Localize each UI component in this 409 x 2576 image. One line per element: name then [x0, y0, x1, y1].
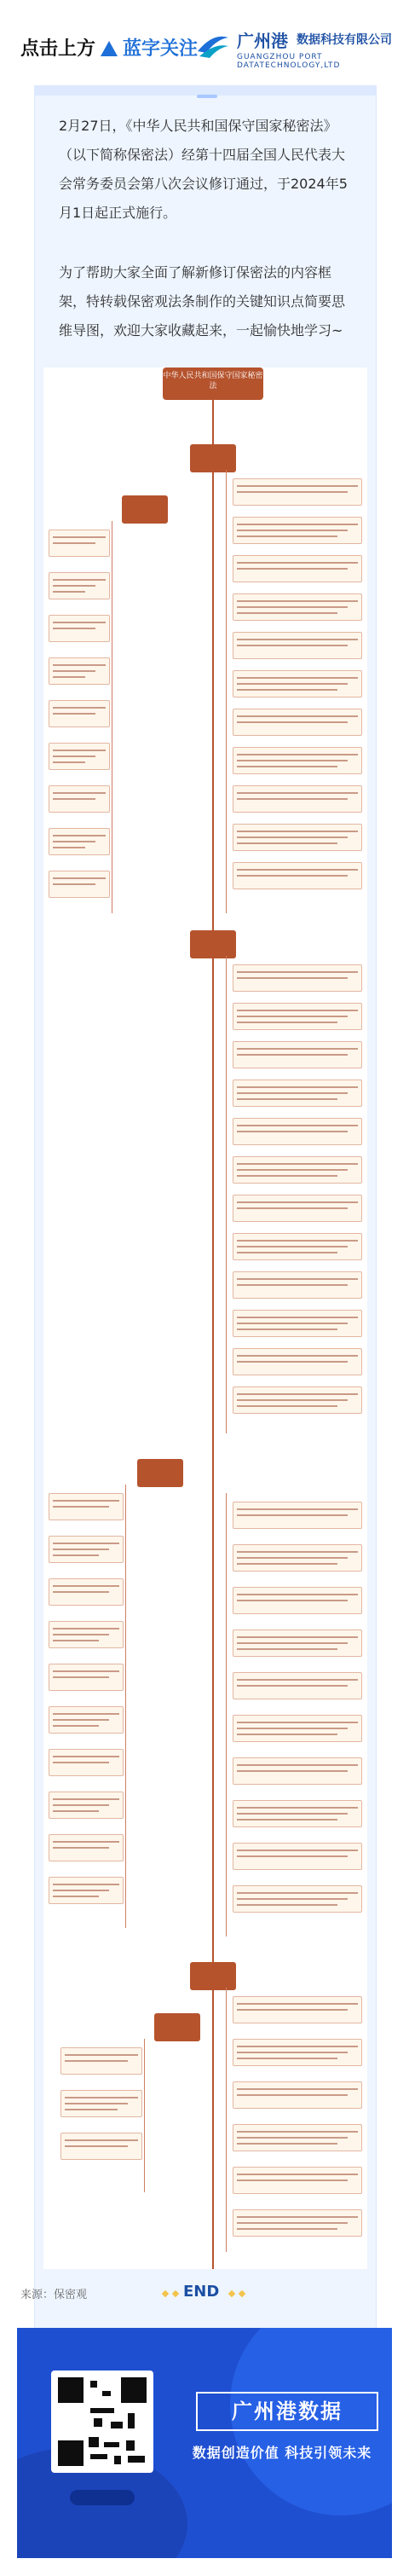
- mindmap-leaf: [233, 1348, 362, 1375]
- mindmap-connector: [144, 2039, 145, 2192]
- mindmap-leaf: [60, 2047, 142, 2075]
- intro-paragraph-1: 2月27日，《中华人民共和国保守国家秘密法》（以下简称保密法）经第十四届全国人民代表大会常务委员会第八次会议修订通过，于2024年5月1日起正式施行。: [59, 118, 348, 221]
- mindmap-leaf: [49, 1493, 124, 1520]
- mindmap-leaf: [49, 1834, 124, 1861]
- mindmap-connector: [226, 1493, 227, 1936]
- mindmap-leaf: [233, 517, 362, 544]
- mindmap-connector: [125, 1485, 126, 1928]
- mindmap-leaf: [233, 1386, 362, 1414]
- mindmap-leaf: [233, 2209, 362, 2237]
- mindmap-leaf: [233, 632, 362, 659]
- mindmap-leaf: [233, 1843, 362, 1870]
- mindmap-image: [43, 368, 367, 2269]
- mindmap-leaf: [233, 1233, 362, 1260]
- brand-name: 广州港: [237, 31, 288, 51]
- mindmap-root: 中华人民共和国保守国家秘密法: [163, 368, 263, 400]
- end-label: END: [183, 2283, 220, 2301]
- mindmap-leaf: [60, 2133, 142, 2160]
- mindmap-leaf: [49, 1536, 124, 1563]
- mindmap-leaf: [233, 747, 362, 774]
- diamond-icon: [172, 2290, 179, 2297]
- mindmap-leaf: [49, 1621, 124, 1648]
- mindmap-leaf: [233, 2124, 362, 2151]
- mindmap-chapter-node: [190, 1962, 236, 1990]
- intro-paragraph-2: 为了帮助大家全面了解新修订保密法的内容框架，特转载保密观法条制作的关键知识点简要思维导图，欢迎大家收藏起来，一起愉快地学习~: [59, 264, 346, 339]
- mindmap-leaf: [233, 1080, 362, 1107]
- mindmap-leaf: [233, 1630, 362, 1657]
- mindmap-leaf: [233, 709, 362, 736]
- mindmap-leaf: [233, 555, 362, 582]
- mindmap-leaf: [233, 478, 362, 506]
- mindmap-chapter-node: [154, 2013, 200, 2041]
- company-name: 数据科技有限公司: [297, 33, 392, 47]
- header: [0, 0, 409, 94]
- mindmap-chapter-node: [190, 930, 236, 958]
- mindmap-connector: [226, 470, 227, 913]
- mindmap-leaf: [233, 1715, 362, 1742]
- mindmap-leaf: [233, 1757, 362, 1785]
- mindmap-leaf: [233, 1502, 362, 1529]
- footer-banner: [17, 2328, 392, 2558]
- mindmap-leaf: [49, 530, 110, 557]
- footer-title: 广州港数据: [196, 2392, 378, 2431]
- mindmap-leaf: [49, 743, 110, 770]
- mindmap-leaf: [49, 572, 110, 599]
- mindmap-leaf: [49, 1877, 124, 1904]
- mindmap-leaf: [233, 1672, 362, 1699]
- mindmap-leaf: [233, 785, 362, 813]
- source-credit: 来源：保密观: [20, 2289, 88, 2301]
- mindmap-leaf: [49, 871, 110, 898]
- brand-english: GUANGZHOU PORT DATATECHNOLOGY,LTD: [237, 53, 341, 70]
- mindmap-leaf: [233, 593, 362, 621]
- mindmap-leaf: [233, 1271, 362, 1299]
- brand-block: [194, 22, 399, 75]
- mindmap-leaf: [233, 1587, 362, 1614]
- mindmap-leaf: [49, 1792, 124, 1819]
- mindmap-leaf: [49, 700, 110, 727]
- company-logo-icon: [194, 27, 232, 65]
- mindmap-leaf: [233, 1118, 362, 1145]
- mindmap-leaf: [233, 1195, 362, 1222]
- mindmap-leaf: [233, 2039, 362, 2066]
- cta-prefix: 点击上方: [20, 38, 96, 60]
- card-handle: [197, 95, 217, 98]
- mindmap-chapter-node: [190, 444, 236, 472]
- mindmap-leaf: [233, 824, 362, 851]
- mindmap-leaf: [233, 1800, 362, 1827]
- mindmap-leaf: [233, 1996, 362, 2023]
- cta-suffix: 蓝字关注: [123, 38, 199, 60]
- mindmap-leaf: [233, 670, 362, 698]
- mindmap-leaf: [49, 615, 110, 642]
- diamond-icon: [162, 2290, 169, 2297]
- qr-code[interactable]: [51, 2370, 153, 2473]
- mindmap-connector: [226, 956, 227, 1433]
- mindmap-leaf: [49, 1578, 124, 1606]
- mindmap-connector: [226, 1988, 227, 2252]
- mindmap-leaf: [233, 862, 362, 889]
- mindmap-chapter-node: [137, 1459, 183, 1487]
- arrow-up-icon: [101, 41, 118, 56]
- mindmap-leaf: [49, 1706, 124, 1734]
- mindmap-leaf: [233, 1310, 362, 1337]
- follow-prompt[interactable]: [20, 34, 198, 61]
- article-card: [34, 85, 377, 2475]
- mindmap-leaf: [233, 1003, 362, 1030]
- footer-tagline: 数据创造价值 科技引领未来: [192, 2445, 372, 2461]
- mindmap-leaf: [49, 828, 110, 855]
- mindmap-leaf: [49, 785, 110, 813]
- mindmap-leaf: [60, 2090, 142, 2117]
- diamond-icon: [239, 2290, 245, 2297]
- mindmap-leaf: [233, 1041, 362, 1068]
- mindmap-chapter-node: [122, 495, 168, 524]
- qr-hint-pill: [70, 2490, 135, 2505]
- mindmap-leaf: [233, 1544, 362, 1572]
- mindmap-leaf: [233, 964, 362, 992]
- mindmap-leaf: [49, 1664, 124, 1691]
- mindmap-leaf: [233, 1156, 362, 1184]
- diamond-icon: [228, 2290, 235, 2297]
- mindmap-leaf: [233, 2167, 362, 2194]
- mindmap-leaf: [233, 1885, 362, 1913]
- mindmap-leaf: [233, 2081, 362, 2109]
- mindmap-leaf: [49, 657, 110, 685]
- mindmap-leaf: [49, 1749, 124, 1776]
